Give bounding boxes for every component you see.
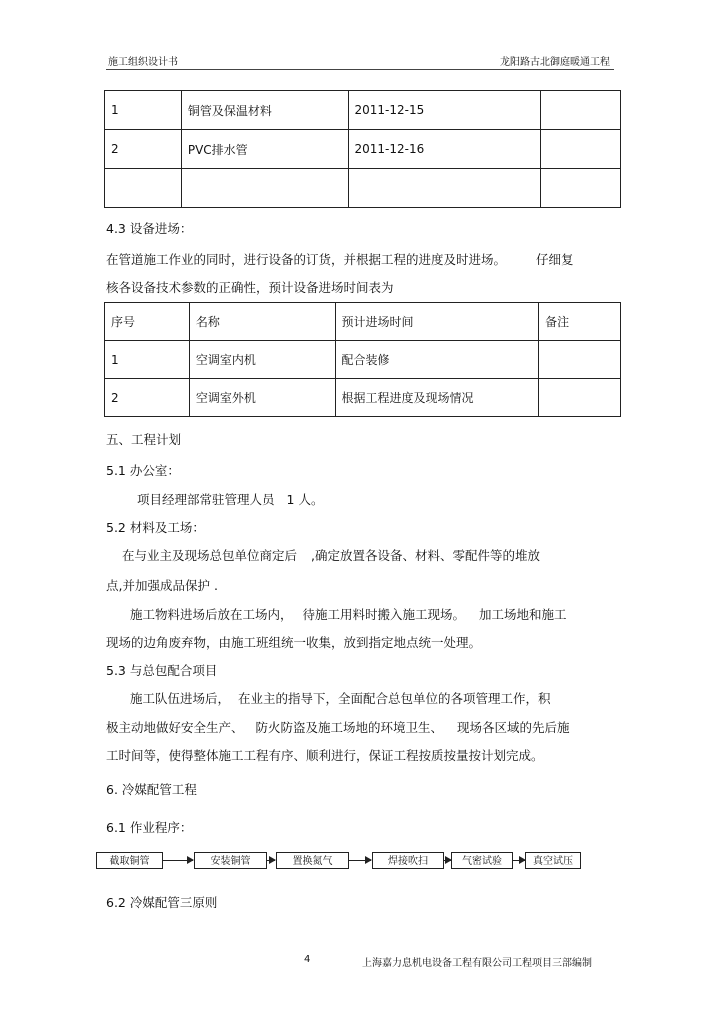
flow-step: 安装铜管	[194, 852, 267, 869]
table-header-cell: 备注	[539, 303, 621, 341]
section-5-3-title: 5.3 与总包配合项目	[106, 663, 218, 678]
table-row	[105, 379, 621, 417]
table-cell	[181, 169, 348, 208]
table-header-cell: 序号	[105, 303, 190, 341]
section-6-title: 6. 冷媒配管工程	[106, 782, 197, 797]
table-cell	[348, 169, 541, 208]
table-cell	[541, 130, 621, 169]
section-6-2-title: 6.2 冷媒配管三原则	[106, 895, 218, 910]
footer-company: 上海嘉力息机电设备工程有限公司工程项目三部编制	[362, 958, 592, 969]
section-5-3-line1: 施工队伍进场后， 在业主的指导下，全面配合总包单位的各项管理工作，积	[130, 691, 551, 706]
section-4-3-title: 4.3 设备进场：	[106, 221, 193, 236]
table-cell: PVC排水管	[181, 130, 348, 169]
table-row	[105, 169, 621, 208]
flow-step: 焊接吹扫	[372, 852, 444, 869]
section-5-1-title: 5.1 办公室：	[106, 463, 180, 478]
table-cell: 铜管及保温材料	[181, 91, 348, 130]
table-cell	[539, 379, 621, 417]
table-row	[105, 130, 621, 169]
section-6-1-title: 6.1 作业程序：	[106, 820, 193, 835]
table-row	[105, 91, 621, 130]
header-left: 施工组织设计书	[108, 57, 178, 68]
flow-arrow-icon	[267, 860, 275, 861]
table-cell	[541, 169, 621, 208]
table-cell: 2011-12-16	[348, 130, 541, 169]
flow-step: 置换氮气	[276, 852, 349, 869]
section-5-2-line3: 施工物料进场后放在工场内， 待施工用料时搬入施工现场。 加工场地和施工	[130, 607, 567, 622]
table-cell: 2011-12-15	[348, 91, 541, 130]
section-4-3-para-line1: 在管道施工作业的同时，进行设备的订货，并根据工程的进度及时进场。 仔细复	[106, 252, 574, 267]
section-5-2-line1: 在与业主及现场总包单位商定后 ,确定放置各设备、材料、零配件等的堆放	[122, 548, 540, 563]
header-divider	[106, 69, 614, 70]
table-cell: 配合装修	[335, 341, 539, 379]
flow-step: 截取铜管	[96, 852, 163, 869]
table-cell: 1	[105, 341, 190, 379]
table-cell	[541, 91, 621, 130]
section-5-2-title: 5.2 材料及工场：	[106, 520, 205, 535]
flow-arrow-icon	[444, 860, 451, 861]
flow-arrow-icon	[513, 860, 525, 861]
page-number: 4	[304, 954, 311, 965]
table-cell	[105, 169, 182, 208]
flow-arrow-icon	[163, 860, 193, 861]
material-table	[104, 90, 621, 208]
table-cell: 2	[105, 130, 182, 169]
section-5-title: 五、工程计划	[106, 432, 182, 447]
section-5-1-text: 项目经理部常驻管理人员 1 人。	[137, 492, 324, 507]
table-header-cell: 名称	[189, 303, 335, 341]
table-cell: 空调室内机	[189, 341, 335, 379]
equipment-table	[104, 302, 621, 417]
flow-step: 真空试压	[525, 852, 581, 869]
table-row	[105, 341, 621, 379]
table-cell: 1	[105, 91, 182, 130]
table-header-row	[105, 303, 621, 341]
table-cell: 根据工程进度及现场情况	[335, 379, 539, 417]
table-header-cell: 预计进场时间	[335, 303, 539, 341]
flow-arrow-icon	[349, 860, 371, 861]
section-5-3-line2: 极主动地做好安全生产、 防火防盗及施工场地的环境卫生、 现场各区域的先后施	[106, 720, 570, 735]
section-4-3-para-line2: 核各设备技术参数的正确性，预计设备进场时间表为	[106, 280, 394, 295]
header-right: 龙阳路古北御庭暖通工程	[500, 57, 610, 68]
table-cell	[539, 341, 621, 379]
section-5-3-line3: 工时间等，使得整体施工工程有序、顺利进行，保证工程按质按量按计划完成。	[106, 748, 544, 763]
flow-step: 气密试验	[451, 852, 513, 869]
section-5-2-line4: 现场的边角废弃物，由施工班组统一收集，放到指定地点统一处理。	[106, 635, 482, 650]
section-5-2-line2: 点,并加强成品保护 .	[106, 578, 218, 593]
table-cell: 空调室外机	[189, 379, 335, 417]
table-cell: 2	[105, 379, 190, 417]
